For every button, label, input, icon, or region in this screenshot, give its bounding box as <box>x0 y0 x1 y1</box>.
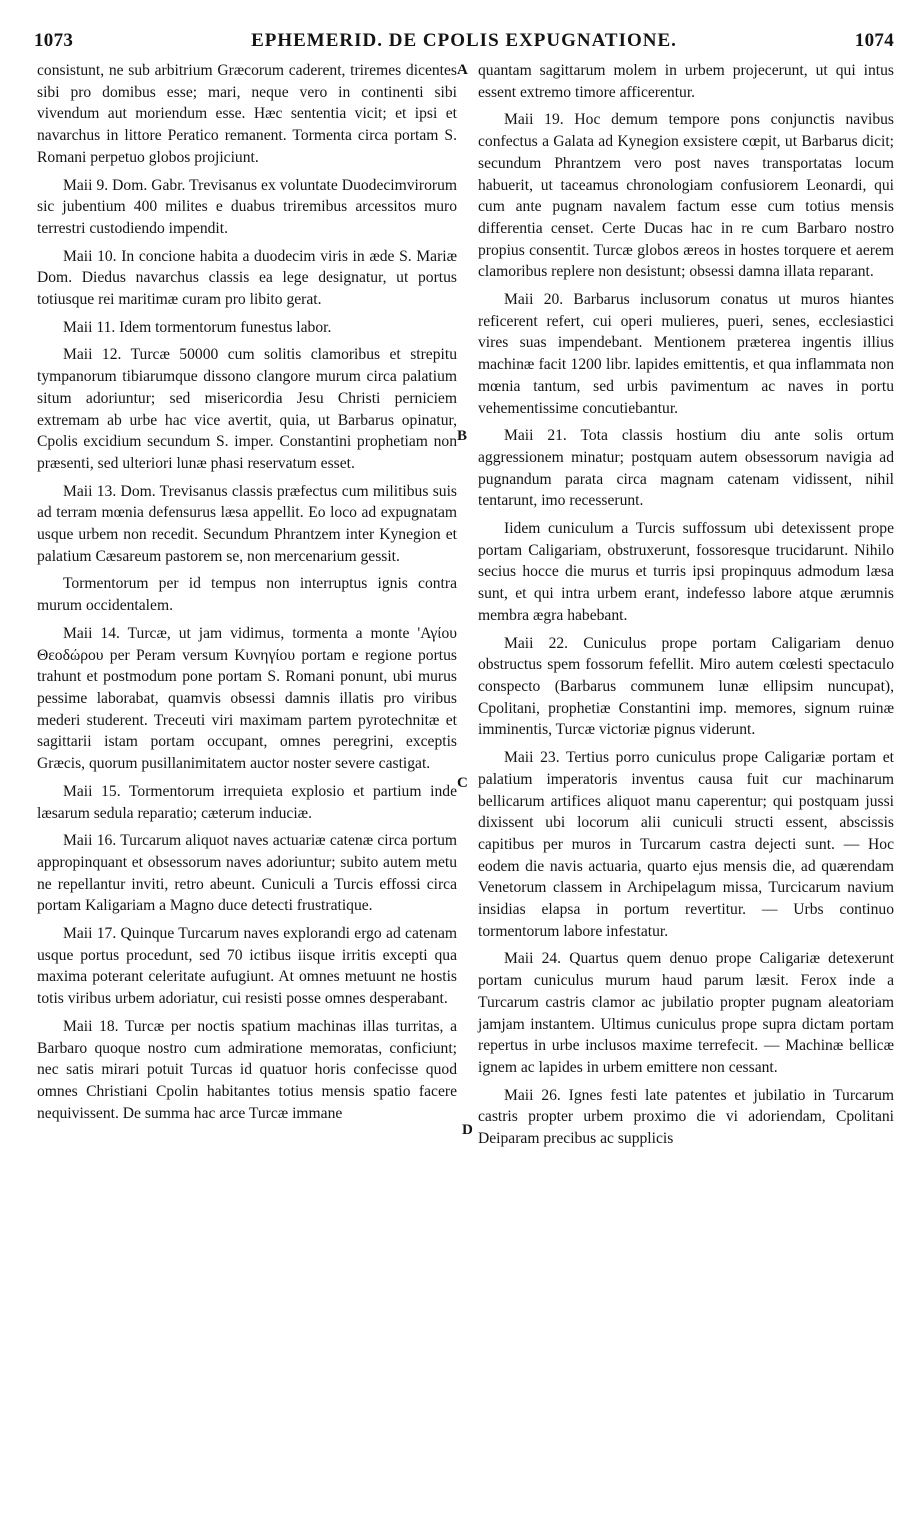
paragraph: Maii 13. Dom. Trevisanus classis præfectus cum militibus suis ad terram mœnia defensurus læsa appellit. Eo loco ad expugnatam usque urbem non recedit. Secundum Phrantzem inter Kynegion et palatium Cæsareum pastorem se, non mercenarium gessit. <box>37 482 457 565</box>
margin-letter-d: D <box>462 1122 473 1138</box>
paragraph: consistunt, ne sub arbitrium Græcorum caderent, triremes dicentes sibi pro domibus esse; mari, neque vero in continenti sibi vivendum aut moriendum esse. Hæc sententia vicit; et ipsi et navarchus in littore Peratico remanent. Tormenta circa portam S. Romani perpetuo globos projiciunt. <box>37 62 457 166</box>
paragraph: Maii 18. Turcæ per noctis spatium machinas illas turritas, a Barbaro quoque nostro cum admiratione memoratas, conficiunt; nec satis mirari potuit Turcas id quatuor horis confecisse quod omnes Christiani Cpolin habitantes totius mensis spatio facere nequivissent. De summa hac arce Turcæ immane <box>37 1017 457 1122</box>
paragraph: Maii 21. Tota classis hostium diu ante solis ortum aggressionem minatur; postquam autem obsessorum navigia ad pugnandum parata circa magnam catenam vidissent, nihil tentarunt, imo recesserunt. <box>478 427 894 510</box>
running-title: EPHEMERID. DE CPOLIS EXPUGNATIONE. <box>251 30 677 51</box>
paragraph: quantam sagittarum molem in urbem projecerunt, ut qui intus essent extremo timore afficerentur. <box>478 62 894 101</box>
paragraph: Maii 11. Idem tormentorum funestus labor. <box>63 318 332 336</box>
paragraph: Maii 10. In concione habita a duodecim viris in æde S. Mariæ Dom. Diedus navarchus classis ea lege designatur, ut portus totiusque rei maritimæ curam pro libito gerat. <box>37 247 457 309</box>
paragraph: Iidem cuniculum a Turcis suffossum ubi detexissent prope portam Caligariam, obstruxerunt, fossoresque trucidarunt. Nihilo secius hocce die murus et turris ipsi propinquus admodum læsa sunt, et qui intra urbem erant, indefesso labore atque ærumnis membra ægra habebant. <box>478 520 894 624</box>
margin-letter-c: C <box>457 775 468 791</box>
paragraph: Maii 9. Dom. Gabr. Trevisanus ex voluntate Duodecimvirorum sic jubentium 400 milites e duabus triremibus arcessitos muro terrestri custodiendo impendit. <box>37 176 457 237</box>
paragraph: Maii 22. Cuniculus prope portam Caligariam denuo obstructus spem fossorum fefellit. Miro autem cœlesti spectaculo conspecto (Barbarus communem lunæ ellipsim nuncupat), Cpolitani, prophetiæ Constantini imp. memores, signum ruinæ imminentis, Turcæ victoriæ pignus viderunt. <box>478 634 894 739</box>
paragraph: Maii 20. Barbarus inclusorum conatus ut muros hiantes reficerent refert, cui operi mulieres, pueri, senes, ecclesiastici vires suas impendebant. Mentionem præterea ingentis illius machinæ facit 1200 libr. lapides emittentis, et qua inflammata non mœnia tantum, sed urbis pavimentum ac naves in portu vehementissime concutiebantur. <box>478 291 894 417</box>
paragraph: Maii 12. Turcæ 50000 cum solitis clamoribus et strepitu tympanorum tibiarumque dissono clangore murum circa palatium situm adoriuntur; sed misericordia Jesu Christi perniciem extremam ab urbe hac vice avertit, quia, ut Barbarus opinatur, Cpolis excidium secundum S. imper. Constantini prophetiam non præsenti, sed ulteriori lunæ phasi reservatum esset. <box>37 346 457 472</box>
paragraph: Maii 14. Turcæ, ut jam vidimus, tormenta a monte 'Αγίου Θεοδώρου per Peram versum Κυνηγίου portam e regione portus trahunt et postmodum pone portam S. Romani ponunt, ubi murus pessime laborabat, quamvis obsessi damnis illatis pro viribus mederi studerent. Treceuti viri maximam partem pyrotechnitæ et sagittarii istam portam occupant, omnes peregrini, exceptis Græcis, quorum pusillanimitatem auctor noster severe castigat. <box>37 624 457 773</box>
paragraph: Maii 17. Quinque Turcarum naves explorandi ergo ad catenam usque portus procedunt, sed 70 ictibus iisque irritis excepti qua maxima poterant celeritate aufugiunt. At omnes metuunt ne hostis totis viribus urbem adoriatur, cui resisti posse omnes desperabant. <box>37 925 457 1008</box>
margin-letter-a: A <box>457 62 468 78</box>
paragraph: Maii 24. Quartus quem denuo prope Caligariæ detexerunt portam cuniculus murum haud parum læsit. Ferox inde a Turcarum castris clamor ac jubilatio propter pugnam aleatoriam jamjam instantem. Ultimus cuniculus prope supra dictam portam repertus in urbe inclusos maxime terrefecit. — Machinæ bellicæ ignem ac lapides in urbem emittere non cessant. <box>478 950 894 1076</box>
margin-letter-b: B <box>457 428 468 444</box>
paragraph: Maii 26. Ignes festi late patentes et jubilatio in Turcarum castris propter urbem proximo die vi adoriendam, Cpolitani Deiparam precibus ac supplicis <box>478 1086 894 1148</box>
paragraph: Tormentorum per id tempus non interruptus ignis contra murum occidentalem. <box>37 575 457 615</box>
page-number-right: 1074 <box>854 30 894 51</box>
paragraph: Maii 19. Hoc demum tempore pons conjunctis navibus confectus a Galata ad Kynegion exsistere cœpit, ut Barbarus dicit; secundum Phrantzem vero post naves transportatas locum habuerit, ut taceamus chronologiam confusiorem Leonardi, qui cum ante pugnam navalem factum esse cum totius mensis differentia censet. Certe Ducas hac in re cum Barbaro nostro propius consentit. Turcæ globos æreos in hostes torquere et aerem clamoribus replere non desistunt; obsessi damna illata reparant. <box>478 111 894 281</box>
left-column <box>37 60 457 1124</box>
running-header <box>34 30 894 58</box>
page-number-left: 1073 <box>34 30 74 51</box>
right-column <box>478 60 894 1150</box>
paragraph: Maii 15. Tormentorum irrequieta explosio et partium inde læsarum sedula reparatio; cæterum induciæ. <box>37 782 457 822</box>
paragraph: Maii 16. Turcarum aliquot naves actuariæ catenæ circa portum appropinquant et obsessorum naves adoriuntur; subito autem metu ne repellantur inviti, retro abeunt. Cuniculi a Turcis effossi circa portam Kaligariam a Magno duce detecti frustratique. <box>37 832 457 915</box>
paragraph: Maii 23. Tertius porro cuniculus prope Caligariæ portam et palatium imperatoris inventus causa fuit cur machinarum bellicarum artifices aliquot manu caperentur; qui postquam jussi dixissent ubi locorum alii cuniculi structi essent, abscissis capitibus per muros in Turcarum castra dejecti sunt. — Hoc eodem die navis actuaria, quarto ejus mensis die, ad quærendam Venetorum classem in Archipelagum missa, Turcicarum navium insidias elapsa in portum revertitur. — Urbs continuo tormentorum labore infestatur. <box>478 749 894 940</box>
